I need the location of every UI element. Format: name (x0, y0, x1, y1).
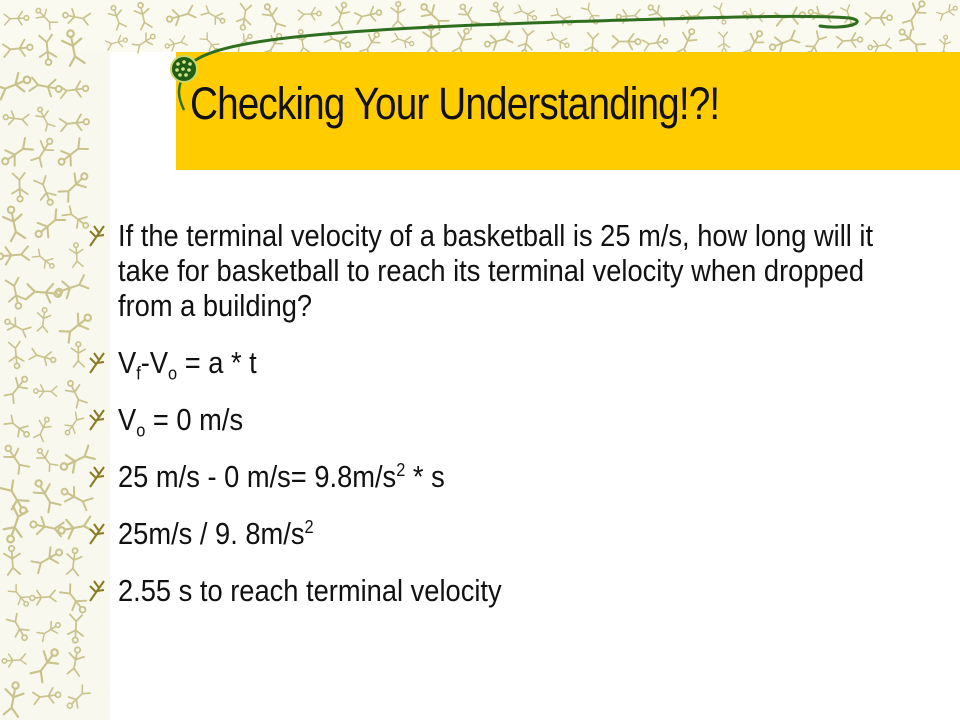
pattern-glyph (32, 4, 58, 30)
pattern-glyph (514, 4, 539, 24)
pattern-glyph (29, 476, 61, 513)
pattern-glyph (840, 4, 858, 28)
pattern-glyph (713, 3, 730, 26)
leaf-sprig-bullet-icon (86, 222, 108, 248)
pattern-glyph (106, 3, 127, 30)
pattern-glyph (54, 137, 90, 170)
bullet-item-initial-velocity (86, 402, 916, 441)
pattern-glyph (8, 341, 25, 369)
pattern-glyph (30, 543, 66, 574)
bullet-text (118, 402, 901, 441)
leaf-sprig-bullet-icon (86, 520, 108, 546)
pattern-glyph (29, 515, 64, 539)
pattern-glyph (28, 644, 64, 683)
pattern-glyph (483, 30, 513, 52)
pattern-glyph (0, 245, 29, 265)
pattern-glyph (36, 618, 63, 642)
pattern-glyph (2, 653, 26, 668)
pattern-glyph (865, 10, 892, 25)
pattern-glyph (201, 4, 228, 27)
subscript-final: f (136, 362, 141, 384)
pattern-glyph (33, 445, 58, 473)
pattern-glyph (33, 687, 62, 705)
pattern-glyph (3, 39, 34, 58)
bullet-list (86, 218, 916, 630)
pattern-glyph (33, 385, 56, 398)
equation-rest: = a * t (177, 345, 257, 380)
pattern-glyph (391, 2, 405, 27)
pattern-glyph (35, 307, 51, 332)
pattern-glyph (901, 0, 930, 30)
pattern-glyph (69, 242, 84, 267)
pattern-glyph (38, 34, 57, 65)
superscript-squared: 2 (396, 458, 406, 480)
pattern-glyph (65, 646, 85, 676)
pattern-glyph (612, 33, 641, 49)
pattern-glyph (680, 9, 704, 24)
pattern-glyph (4, 277, 27, 310)
pattern-glyph (231, 31, 255, 54)
pattern-glyph (31, 208, 67, 242)
pattern-glyph (895, 25, 926, 55)
pattern-glyph (65, 547, 83, 575)
pattern-glyph (60, 29, 85, 67)
pattern-glyph (164, 35, 188, 52)
pattern-glyph (807, 5, 834, 24)
pattern-glyph (330, 1, 352, 30)
pattern-glyph (57, 168, 93, 203)
pattern-glyph (354, 5, 383, 25)
pattern-glyph (423, 25, 440, 54)
slide-title: Checking Your Understanding!?! (190, 78, 720, 129)
pattern-glyph (29, 75, 63, 98)
bullet-text: If the terminal velocity of a basketball is 25 m/s, how long will it take for basketball to reach its terminal velocity when dropped from a building? (118, 218, 874, 323)
bullet-item-answer (86, 573, 916, 608)
pattern-glyph (33, 105, 56, 132)
pattern-glyph (836, 32, 863, 48)
pattern-glyph (2, 110, 28, 127)
pattern-glyph (59, 80, 89, 99)
pattern-glyph (63, 378, 88, 409)
bullet-item-substitution (86, 459, 916, 494)
pattern-glyph (0, 506, 30, 546)
pattern-glyph (455, 1, 481, 31)
equation-start: 25m/s / 9. 8m/s (118, 516, 305, 551)
pattern-glyph (4, 414, 34, 442)
pattern-glyph (718, 32, 730, 53)
pattern-glyph (489, 0, 509, 26)
velocity-symbol: V (118, 345, 137, 380)
leaf-sprig-bullet-icon (86, 577, 108, 603)
bullet-text (118, 345, 901, 384)
subscript-initial: o (136, 419, 146, 441)
bullet-text (118, 516, 901, 551)
pattern-glyph (236, 3, 254, 31)
pattern-glyph (581, 2, 602, 26)
pattern-glyph (3, 372, 33, 403)
pattern-glyph (29, 589, 56, 605)
superscript-squared: 2 (304, 515, 314, 537)
pattern-glyph (259, 1, 286, 33)
pattern-glyph (60, 114, 90, 133)
pattern-glyph (294, 29, 311, 55)
pattern-glyph (324, 30, 353, 52)
pattern-glyph (0, 137, 35, 170)
pattern-glyph (61, 412, 85, 438)
pattern-glyph (165, 5, 197, 28)
pattern-glyph (4, 11, 29, 26)
pattern-glyph (0, 70, 34, 101)
pattern-glyph (33, 175, 58, 207)
pattern-glyph (32, 415, 54, 442)
pattern-glyph (392, 32, 416, 50)
pattern-glyph (131, 30, 158, 54)
pattern-glyph (11, 173, 28, 202)
pattern-glyph (63, 684, 91, 712)
pattern-glyph (616, 9, 641, 24)
leaf-sprig-bullet-icon (86, 349, 108, 375)
pattern-glyph (71, 342, 85, 367)
pattern-glyph (3, 545, 21, 575)
pattern-glyph (644, 1, 672, 28)
bullet-item-question (86, 218, 916, 323)
pattern-glyph (775, 6, 807, 26)
minus-velocity-symbol: -V (140, 345, 169, 380)
pattern-glyph (133, 1, 153, 30)
pattern-glyph (742, 7, 765, 23)
pattern-glyph (29, 135, 58, 168)
leaf-sprig-bullet-icon (86, 463, 108, 489)
bullet-text (118, 459, 901, 494)
pattern-glyph (1, 205, 26, 242)
pattern-glyph (547, 31, 572, 52)
pattern-glyph (551, 7, 575, 29)
bullet-text: 2.55 s to reach terminal velocity (118, 573, 502, 608)
equation-rest: * s (405, 459, 445, 494)
pattern-glyph (936, 2, 959, 21)
pattern-glyph (32, 248, 58, 272)
pattern-glyph (6, 613, 33, 644)
velocity-symbol: V (118, 402, 137, 437)
pattern-glyph (298, 7, 321, 21)
bullet-item-equation (86, 345, 916, 384)
pattern-glyph (2, 314, 31, 339)
equation-rest: = 0 m/s (145, 402, 244, 437)
pattern-glyph (642, 34, 669, 52)
pattern-glyph (67, 614, 84, 643)
pattern-glyph (8, 584, 33, 610)
leaf-sprig-bullet-icon (86, 406, 108, 432)
equation-start: 25 m/s - 0 m/s= 9.8m/s (118, 459, 397, 494)
pattern-glyph (62, 7, 91, 26)
pattern-glyph (1, 681, 25, 717)
pattern-glyph (105, 34, 128, 51)
pattern-glyph (0, 441, 30, 475)
bullet-item-division (86, 516, 916, 551)
subscript-initial: o (168, 362, 178, 384)
pattern-glyph (29, 347, 58, 368)
